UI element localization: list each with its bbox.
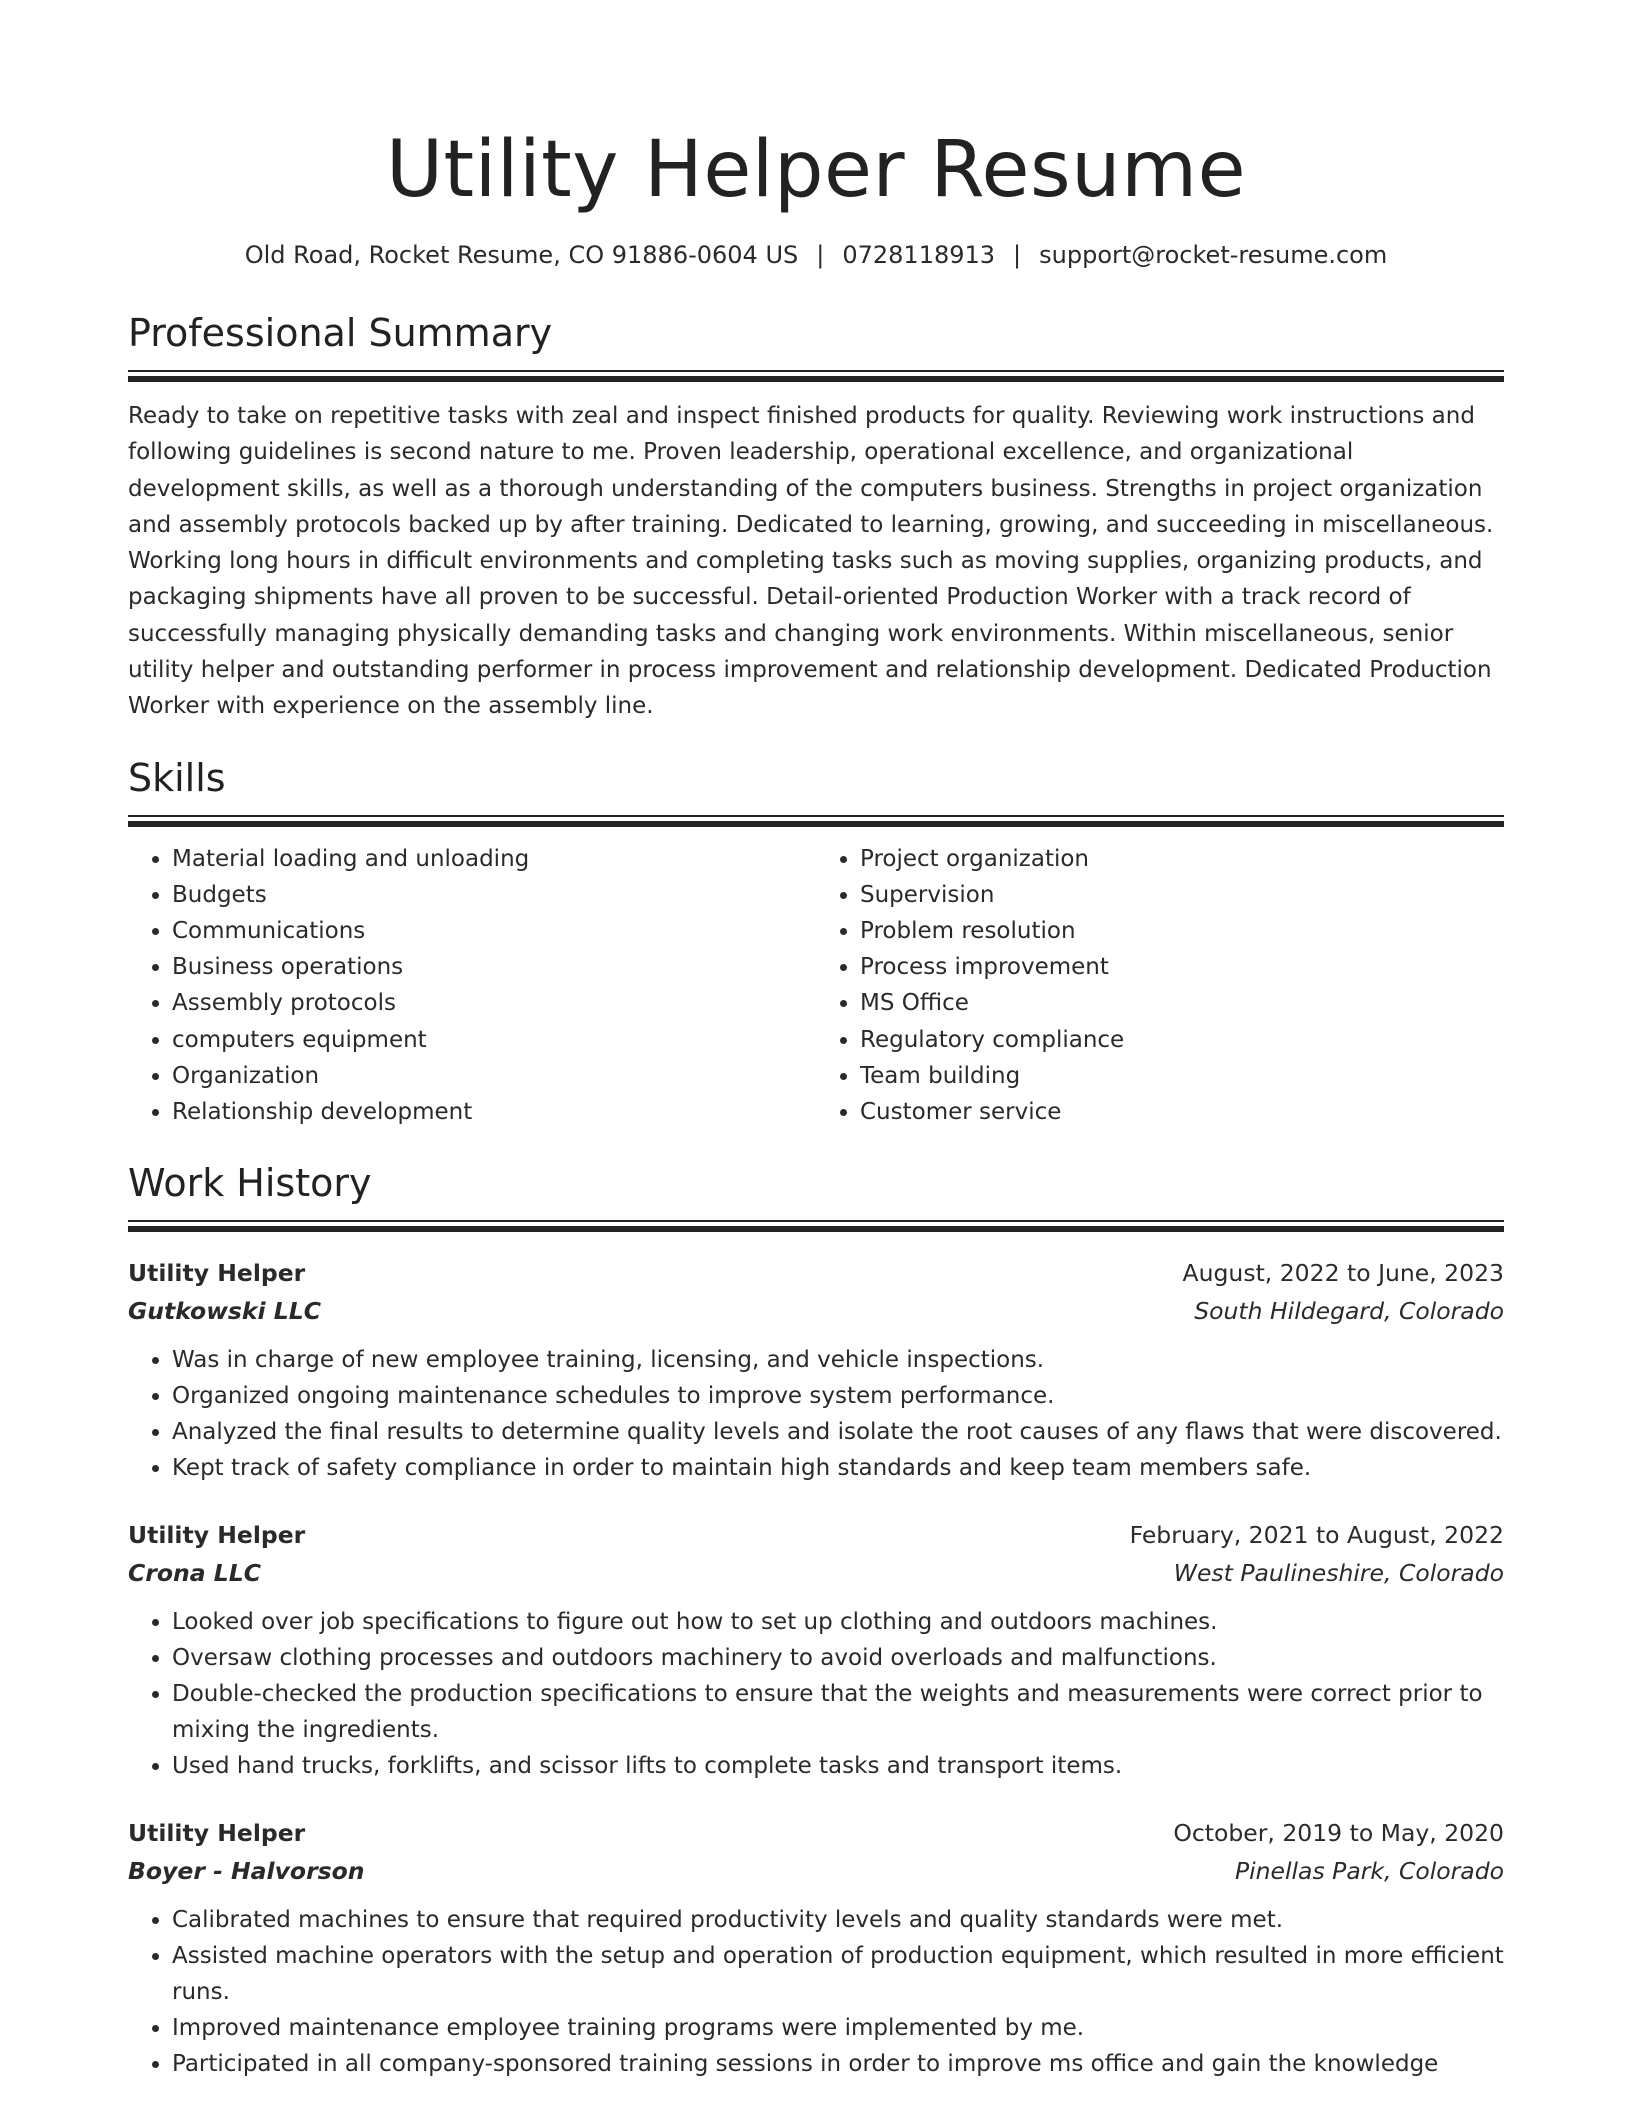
work-history-section <box>128 1158 1504 2082</box>
section-divider <box>128 815 1504 827</box>
skill-item: • Team building <box>860 1058 1504 1094</box>
job-bullet: • Was in charge of new employee training, licensing, and vehicle inspections. <box>172 1342 1504 1378</box>
skill-item: • Communications <box>172 913 816 949</box>
job-entry <box>128 1254 1504 1486</box>
job-bullet: • Double-checked the production specifications to ensure that the weights and measurements were correct prior to mixing the ingredients. <box>172 1676 1504 1748</box>
contact-separator: | <box>816 241 825 269</box>
skill-item: • computers equipment <box>172 1022 816 1058</box>
job-header-row <box>128 1814 1504 1852</box>
contact-separator: | <box>1013 241 1022 269</box>
job-bullet: • Organized ongoing maintenance schedules to improve system performance. <box>172 1378 1504 1414</box>
job-entry <box>128 1814 1504 2082</box>
resume-title: Utility Helper Resume <box>385 125 1247 215</box>
job-entry <box>128 1516 1504 1784</box>
skill-item: • Business operations <box>172 949 816 985</box>
section-divider <box>128 1220 1504 1232</box>
skill-item: • Supervision <box>860 877 1504 913</box>
skills-heading: Skills <box>128 755 226 800</box>
summary-text: Ready to take on repetitive tasks with zeal and inspect finished products for quality. Reviewing work instructions and following guidelines is second nature to me. Proven leadership, operational excellence, and organizational development skills, as well as a thorough understanding of the computers business. Strengths in project organization and assembly protocols backed up by after training. Dedicated to learning, growing, and succeeding in miscellaneous. Working long hours in difficult environments and completing tasks such as moving supplies, organizing products, and packaging shipments have all proven to be successful. Detail-oriented Production Worker with a track record of successfully managing physically demanding tasks and changing work environments. Within miscellaneous, senior utility helper and outstanding performer in process improvement and relationship development. Dedicated Production Worker with experience on the assembly line. <box>128 403 1494 720</box>
summary-section <box>128 308 1504 725</box>
job-bullets <box>128 1604 1504 1784</box>
job-location: West Paulineshire, Colorado <box>1173 1559 1504 1588</box>
work-history-heading: Work History <box>128 1161 372 1206</box>
skill-item: • MS Office <box>860 985 1504 1021</box>
job-location: South Hildegard, Colorado <box>1194 1297 1504 1326</box>
job-bullets <box>128 1902 1504 2082</box>
skill-item: • Problem resolution <box>860 913 1504 949</box>
job-bullets <box>128 1342 1504 1486</box>
skills-list-left <box>128 841 816 1131</box>
job-company-row <box>128 1292 1504 1330</box>
job-location: Pinellas Park, Colorado <box>1234 1857 1504 1886</box>
job-bullet: • Looked over job specifications to figure out how to set up clothing and outdoors machines. <box>172 1604 1504 1640</box>
contact-phone: 0728118913 <box>842 241 996 269</box>
skills-list-right <box>816 841 1504 1131</box>
contact-address: Old Road, Rocket Resume, CO 91886-0604 US <box>244 241 799 269</box>
job-bullet: • Used hand trucks, forklifts, and scissor lifts to complete tasks and transport items. <box>172 1748 1504 1784</box>
job-company: Boyer - Halvorson <box>128 1857 365 1886</box>
job-dates: August, 2022 to June, 2023 <box>1182 1259 1504 1288</box>
skill-item: • Process improvement <box>860 949 1504 985</box>
summary-heading: Professional Summary <box>128 311 553 355</box>
job-title: Utility Helper <box>128 1521 306 1550</box>
job-bullet: • Calibrated machines to ensure that required productivity levels and quality standards were met. <box>172 1902 1504 1938</box>
skill-item: • Relationship development <box>172 1094 816 1130</box>
job-company-row <box>128 1852 1504 1890</box>
job-company-row <box>128 1554 1504 1592</box>
job-bullet: • Oversaw clothing processes and outdoors machinery to avoid overloads and malfunctions. <box>172 1640 1504 1676</box>
job-bullet: • Improved maintenance employee training programs were implemented by me. <box>172 2010 1504 2046</box>
contact-email[interactable]: support@rocket-resume.com <box>1039 241 1388 269</box>
job-bullet: • Participated in all company-sponsored training sessions in order to improve ms office and gain the knowledge <box>172 2046 1504 2082</box>
job-title: Utility Helper <box>128 1819 306 1848</box>
job-title: Utility Helper <box>128 1259 306 1288</box>
contact-line <box>128 238 1504 272</box>
skill-item: • Budgets <box>172 877 816 913</box>
job-bullet: • Kept track of safety compliance in order to maintain high standards and keep team members safe. <box>172 1450 1504 1486</box>
skills-columns <box>128 841 1504 1131</box>
section-divider <box>128 370 1504 382</box>
job-bullet: • Assisted machine operators with the setup and operation of production equipment, which resulted in more efficient runs. <box>172 1938 1504 2010</box>
skill-item: • Organization <box>172 1058 816 1094</box>
job-company: Crona LLC <box>128 1559 261 1588</box>
skill-item: • Customer service <box>860 1094 1504 1130</box>
job-header-row <box>128 1254 1504 1292</box>
job-dates: October, 2019 to May, 2020 <box>1173 1819 1504 1848</box>
skill-item: • Regulatory compliance <box>860 1022 1504 1058</box>
job-header-row <box>128 1516 1504 1554</box>
skill-item: • Material loading and unloading <box>172 841 816 877</box>
skill-item: • Assembly protocols <box>172 985 816 1021</box>
skill-item: • Project organization <box>860 841 1504 877</box>
job-dates: February, 2021 to August, 2022 <box>1129 1521 1504 1550</box>
skills-section <box>128 753 1504 1131</box>
job-company: Gutkowski LLC <box>128 1297 321 1326</box>
job-bullet: • Analyzed the final results to determine quality levels and isolate the root causes of any flaws that were discovered. <box>172 1414 1504 1450</box>
